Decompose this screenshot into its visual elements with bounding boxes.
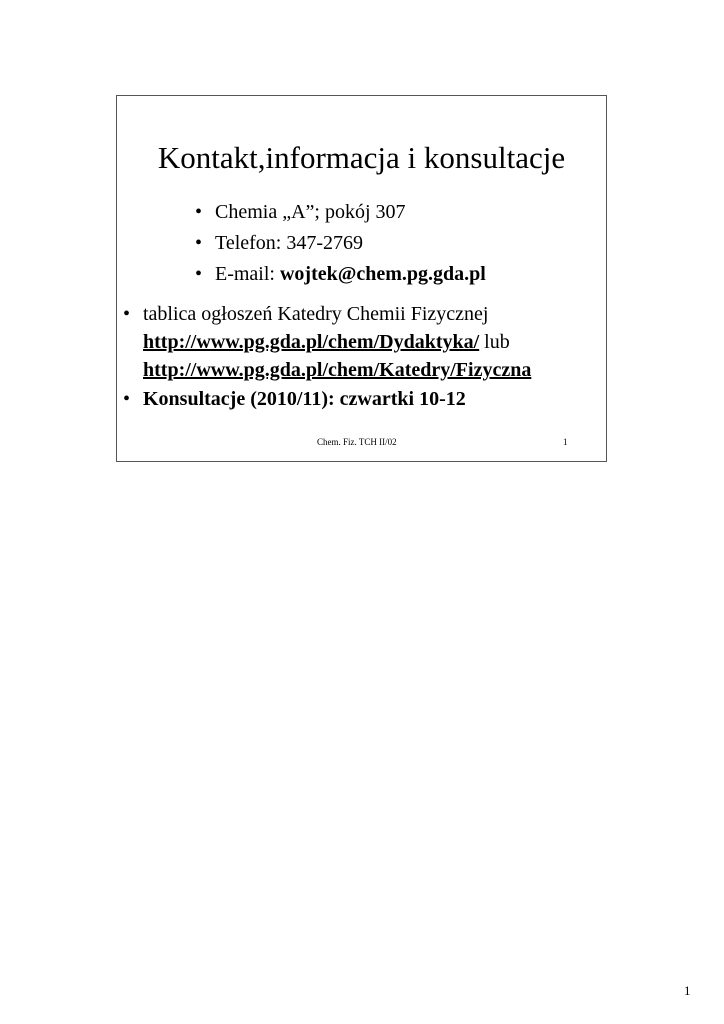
bullet-icon: • <box>123 303 131 325</box>
link-fizyczna[interactable]: http://www.pg.gda.pl/chem/Katedry/Fizyczna <box>143 359 532 381</box>
link-line-1 <box>123 328 531 356</box>
page-number: 1 <box>684 983 691 998</box>
list-item-room <box>195 198 486 229</box>
phone-text: Telefon: 347-2769 <box>215 232 364 254</box>
list-item-notice-board <box>123 300 531 328</box>
consultations-text: Konsultacje (2010/11): czwartki 10-12 <box>143 388 466 410</box>
bullet-icon: • <box>195 232 203 254</box>
info-list <box>123 300 531 413</box>
bullet-icon: • <box>195 201 203 223</box>
footer-slide-number: 1 <box>563 437 568 447</box>
link-line-2 <box>123 356 531 384</box>
bullet-icon: • <box>123 388 131 410</box>
slide-frame <box>116 95 607 462</box>
link-dydaktyka[interactable]: http://www.pg.gda.pl/chem/Dydaktyka/ <box>143 331 480 353</box>
room-text: Chemia „A”; pokój 307 <box>215 201 406 223</box>
footer-course: Chem. Fiz. TCH II/02 <box>317 437 397 447</box>
list-item-links <box>123 328 531 384</box>
slide-title: Kontakt,informacja i konsultacje <box>157 140 566 175</box>
list-item-consultations <box>123 385 531 413</box>
link-connector: lub <box>484 331 510 353</box>
list-item-email <box>195 260 486 291</box>
notice-board-text: tablica ogłoszeń Katedry Chemii Fizycznej <box>143 303 489 325</box>
list-item-phone <box>195 229 486 260</box>
contact-list <box>195 198 486 291</box>
bullet-icon: • <box>195 263 203 285</box>
email-address[interactable]: wojtek@chem.pg.gda.pl <box>279 263 486 285</box>
email-label: E-mail: <box>215 263 280 285</box>
